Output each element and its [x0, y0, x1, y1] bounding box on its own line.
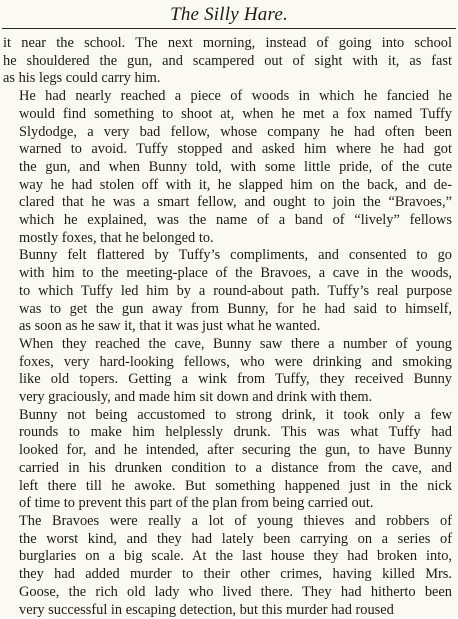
text-line: as soon as he saw it, that it was just what he wanted.	[3, 318, 452, 336]
text-line: carried in his drunken condition to a distance from the cave, and	[3, 460, 452, 478]
paragraph	[3, 88, 452, 247]
text-line: as his legs could carry him.	[3, 70, 452, 88]
text-line: was to get the gun away from Bunny, for he had said to himself,	[3, 301, 452, 319]
text-line: When they reached the cave, Bunny saw there a number of young	[3, 336, 452, 354]
text-line: looked for, and he intended, after securing the gun, to have Bunny	[3, 442, 452, 460]
text-line: to which Tuffy led him by a round-about path. Tuffy’s real purpose	[3, 283, 452, 301]
text-line: very successful in escaping detection, but this murder had roused	[3, 602, 452, 619]
text-line: mostly foxes, that he belonged to.	[3, 230, 452, 248]
text-line: very graciously, and made him sit down and drink with them.	[3, 389, 452, 407]
text-line: of time to prevent this part of the plan from being carried out.	[3, 495, 452, 513]
text-line: He had nearly reached a piece of woods in which he fancied he	[3, 88, 452, 106]
text-line: Bunny not being accustomed to strong drink, it took only a few	[3, 407, 452, 425]
paragraph	[3, 513, 452, 619]
text-line: foxes, very hard-looking fellows, who were drinking and smoking	[3, 354, 452, 372]
paragraph	[3, 407, 452, 513]
text-line: warned to avoid. Tuffy stopped and asked him where he had got	[3, 141, 452, 159]
text-line: Goose, the rich old lady who lived there. They had hitherto been	[3, 584, 452, 602]
text-line: way he had stolen off with it, he slapped him on the back, and de-	[3, 177, 452, 195]
text-line: would find something to shoot at, when he met a fox named Tuffy	[3, 106, 452, 124]
text-line: the worst kind, and they had lately been carrying on a series of	[3, 531, 452, 549]
text-line: he shouldered the gun, and scampered out of sight with it, as fast	[3, 53, 452, 71]
text-line: with him to the meeting-place of the Bravoes, a cave in the woods,	[3, 265, 452, 283]
text-line: Bunny felt flattered by Tuffy’s compliments, and consented to go	[3, 247, 452, 265]
paragraph	[3, 336, 452, 407]
text-line: like old topers. Getting a wink from Tuffy, they received Bunny	[3, 371, 452, 389]
body-text	[3, 35, 452, 619]
text-line: burglaries on a big scale. At the last house they had broken into,	[3, 548, 452, 566]
text-line: they had added murder to their other crimes, having killed Mrs.	[3, 566, 452, 584]
text-line: Slydodge, a very bad fellow, whose company he had often been	[3, 124, 452, 142]
paragraph	[3, 35, 452, 88]
running-head: The Silly Hare.	[0, 4, 458, 26]
text-line: it near the school. The next morning, instead of going into school	[3, 35, 452, 53]
paragraph	[3, 247, 452, 336]
text-line: the gun, and when Bunny told, with some little pride, of the cute	[3, 159, 452, 177]
text-line: left there till he awoke. But something happened just in the nick	[3, 478, 452, 496]
text-line: which he explained, was the name of a band of “lively” fellows	[3, 212, 452, 230]
text-line: clared that he was a smart fellow, and ought to join the “Bravoes,”	[3, 194, 452, 212]
header-rule	[2, 28, 456, 29]
text-line: rounds to make him helplessly drunk. This was what Tuffy had	[3, 424, 452, 442]
text-line: The Bravoes were really a lot of young thieves and robbers of	[3, 513, 452, 531]
